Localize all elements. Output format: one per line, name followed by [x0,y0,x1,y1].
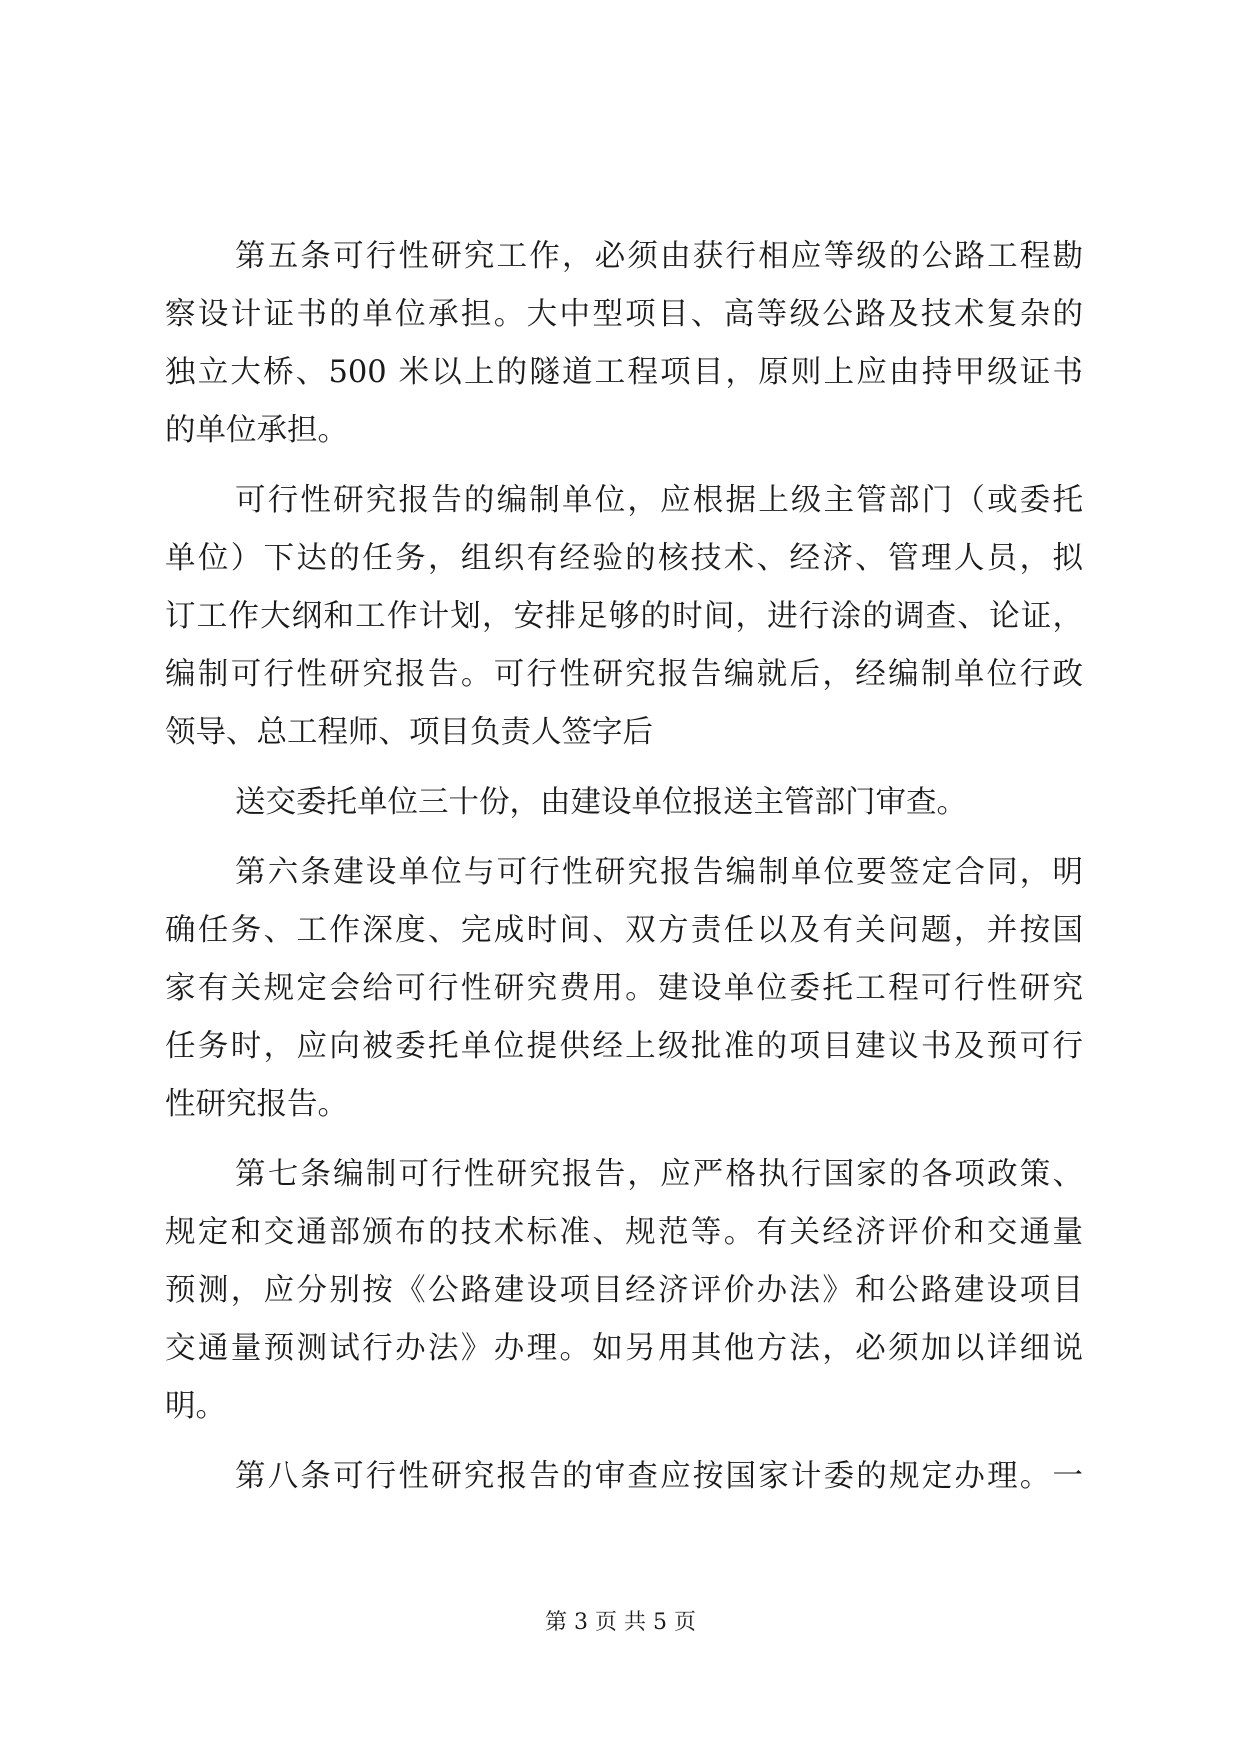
paragraph-article-8 [165,1448,1083,1506]
text-line: 预测，应分别按《公路建设项目经济评价办法》和公路建设项目 [165,1273,1083,1308]
text-line: 送交委托单位三十份，由建设单位报送主管部门审查。 [235,785,967,820]
text-line: 交通量预测试行办法》办理。如另用其他方法，必须加以详细说 [165,1331,1083,1366]
text-line: 单位）下达的任务，组织有经验的核技术、经济、管理人员，拟 [165,541,1083,576]
paragraph-spacer [165,1134,1083,1146]
paragraph-spacer [165,1436,1083,1448]
text-line: 独立大桥、500 米以上的隧道工程项目，原则上应由持甲级证书 [165,355,1083,390]
paragraph-article-7 [165,1146,1083,1436]
text-line: 可行性研究报告的编制单位，应根据上级主管部门（或委托 [235,483,1083,518]
text-line: 订工作大纲和工作计划，安排足够的时间，进行涂的调查、论证， [165,599,1083,634]
text-line: 察设计证书的单位承担。大中型项目、高等级公路及技术复杂的 [165,297,1083,332]
text-line: 领导、总工程师、项目负责人签字后 [165,715,653,750]
text-line: 第八条可行性研究报告的审查应按国家计委的规定办理。一 [235,1459,1083,1494]
paragraph-submission [165,774,1083,832]
page-number-footer: 第 3 页 共 5 页 [545,1610,696,1635]
text-line: 规定和交通部颁布的技术标准、规范等。有关经济评价和交通量 [165,1215,1083,1250]
text-line: 编制可行性研究报告。可行性研究报告编就后，经编制单位行政 [165,657,1083,692]
text-line: 第五条可行性研究工作，必须由获行相应等级的公路工程勘 [235,239,1083,274]
paragraph-spacer [165,832,1083,844]
text-line: 家有关规定会给可行性研究费用。建设单位委托工程可行性研究 [165,971,1083,1006]
document-body [165,228,1083,1506]
paragraph-spacer [165,460,1083,472]
paragraph-article-6 [165,844,1083,1134]
text-line: 确任务、工作深度、完成时间、双方责任以及有关问题，并按国 [165,913,1083,948]
paragraph-report-unit [165,472,1083,762]
text-line: 任务时，应向被委托单位提供经上级批准的项目建议书及预可行 [165,1029,1083,1064]
text-line: 的单位承担。 [165,413,348,448]
paragraph-spacer [165,762,1083,774]
text-line: 明。 [165,1389,226,1424]
text-line: 第七条编制可行性研究报告，应严格执行国家的各项政策、 [235,1157,1083,1192]
text-line: 第六条建设单位与可行性研究报告编制单位要签定合同，明 [235,855,1083,890]
text-line: 性研究报告。 [165,1087,348,1122]
paragraph-article-5 [165,228,1083,460]
